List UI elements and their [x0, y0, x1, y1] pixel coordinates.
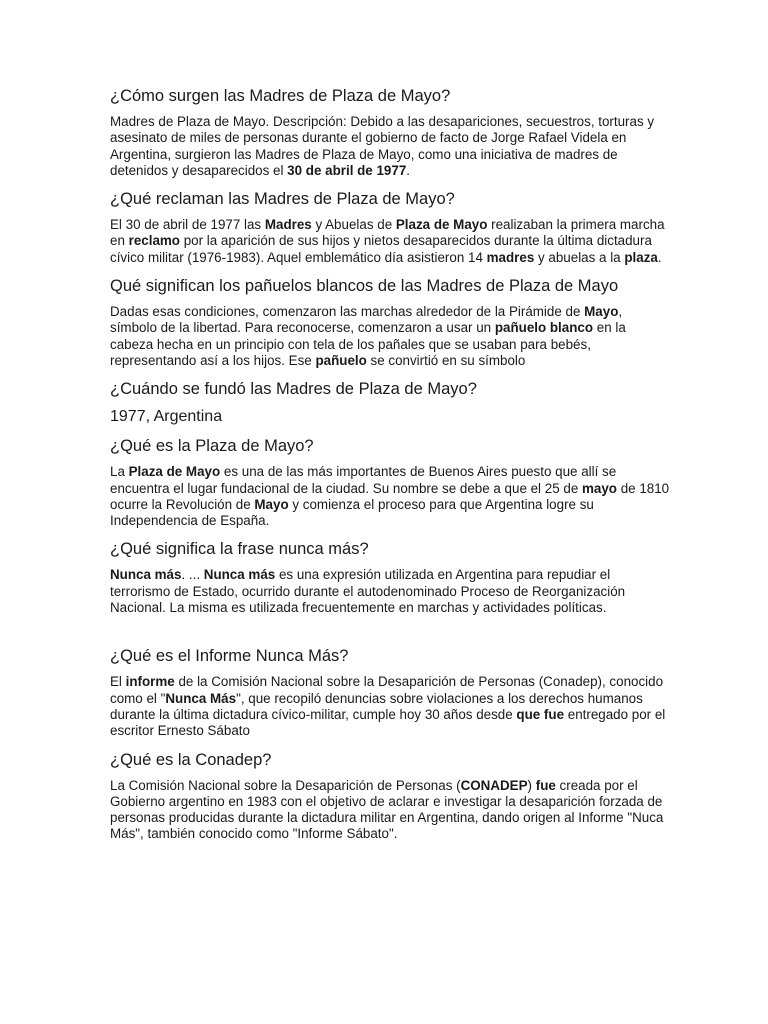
heading-que-reclaman: ¿Qué reclaman las Madres de Plaza de Mayo?: [110, 190, 455, 209]
paragraph-que-reclaman: El 30 de abril de 1977 las Madres y Abuelas de Plaza de Mayo realizaban la primera marcha en reclamo por la aparición de sus hijos y nietos desaparecidos durante la última dictadura cívico militar (1976-1983). Aquel emblemático día asistieron 14 madres y abuelas a la plaza.: [110, 217, 665, 265]
paragraph-conadep: La Comisión Nacional sobre la Desaparición de Personas (CONADEP) fue creada por el Gobierno argentino en 1983 con el objetivo de aclarar e investigar la desaparición forzada de personas producidas durante la dictadura militar en Argentina, dando origen al Informe "Nuca Más", también conocido como "Informe Sábato".: [110, 777, 664, 842]
paragraph-informe-nunca-mas: El informe de la Comisión Nacional sobre la Desaparición de Personas (Conadep), conocido como el "Nunca Más", que recopiló denuncias sobre violaciones a los derechos humanos durante la última dictadura cívico-militar, cumple hoy 30 años desde que fue entregado por el escritor Ernesto Sábato: [110, 674, 666, 739]
heading-panuelos-blancos: Qué significan los pañuelos blancos de las Madres de Plaza de Mayo: [110, 277, 619, 296]
heading-plaza-de-mayo: ¿Qué es la Plaza de Mayo?: [110, 437, 314, 456]
heading-como-surgen: ¿Cómo surgen las Madres de Plaza de Mayo?: [110, 87, 451, 105]
heading-nunca-mas: ¿Qué significa la frase nunca más?: [110, 540, 369, 559]
answer-cuando-se-fundo: 1977, Argentina: [110, 408, 223, 426]
heading-informe-nunca-mas: ¿Qué es el Informe Nunca Más?: [110, 647, 349, 666]
document-content: [110, 86, 670, 853]
heading-cuando-se-fundo: ¿Cuándo se fundó las Madres de Plaza de Mayo?: [110, 380, 477, 399]
paragraph-nunca-mas: Nunca más. ... Nunca más es una expresión utilizada en Argentina para repudiar el terrorismo de Estado, ocurrido durante el autodenominado Proceso de Reorganización Nacional. La misma es utilizada frecuentemente en marchas y actividades políticas.: [110, 567, 626, 616]
paragraph-panuelos-blancos: Dadas esas condiciones, comenzaron las marchas alrededor de la Pirámide de Mayo, símbolo de la libertad. Para reconocerse, comenzaron a usar un pañuelo blanco en la cabeza hecha en un principio con tela de los pañales que se usaban para bebés, representando así a los hijos. Ese pañuelo se convirtió en su símbolo: [110, 304, 626, 368]
heading-conadep: ¿Qué es la Conadep?: [110, 750, 272, 769]
paragraph-plaza-de-mayo: La Plaza de Mayo es una de las más importantes de Buenos Aires puesto que allí se encuentra el lugar fundacional de la ciudad. Su nombre se debe a que el 25 de mayo de 1810 ocurre la Revolución de Mayo y comienza el proceso para que Argentina logre su Independencia de España.: [110, 464, 670, 529]
paragraph-como-surgen: Madres de Plaza de Mayo. Descripción: Debido a las desapariciones, secuestros, torturas y asesinato de miles de personas durante el gobierno de facto de Jorge Rafael Videla en Argentina, surgieron las Madres de Plaza de Mayo, como una iniciativa de madres de detenidos y desaparecidos el 30 de abril de 1977.: [110, 114, 655, 178]
